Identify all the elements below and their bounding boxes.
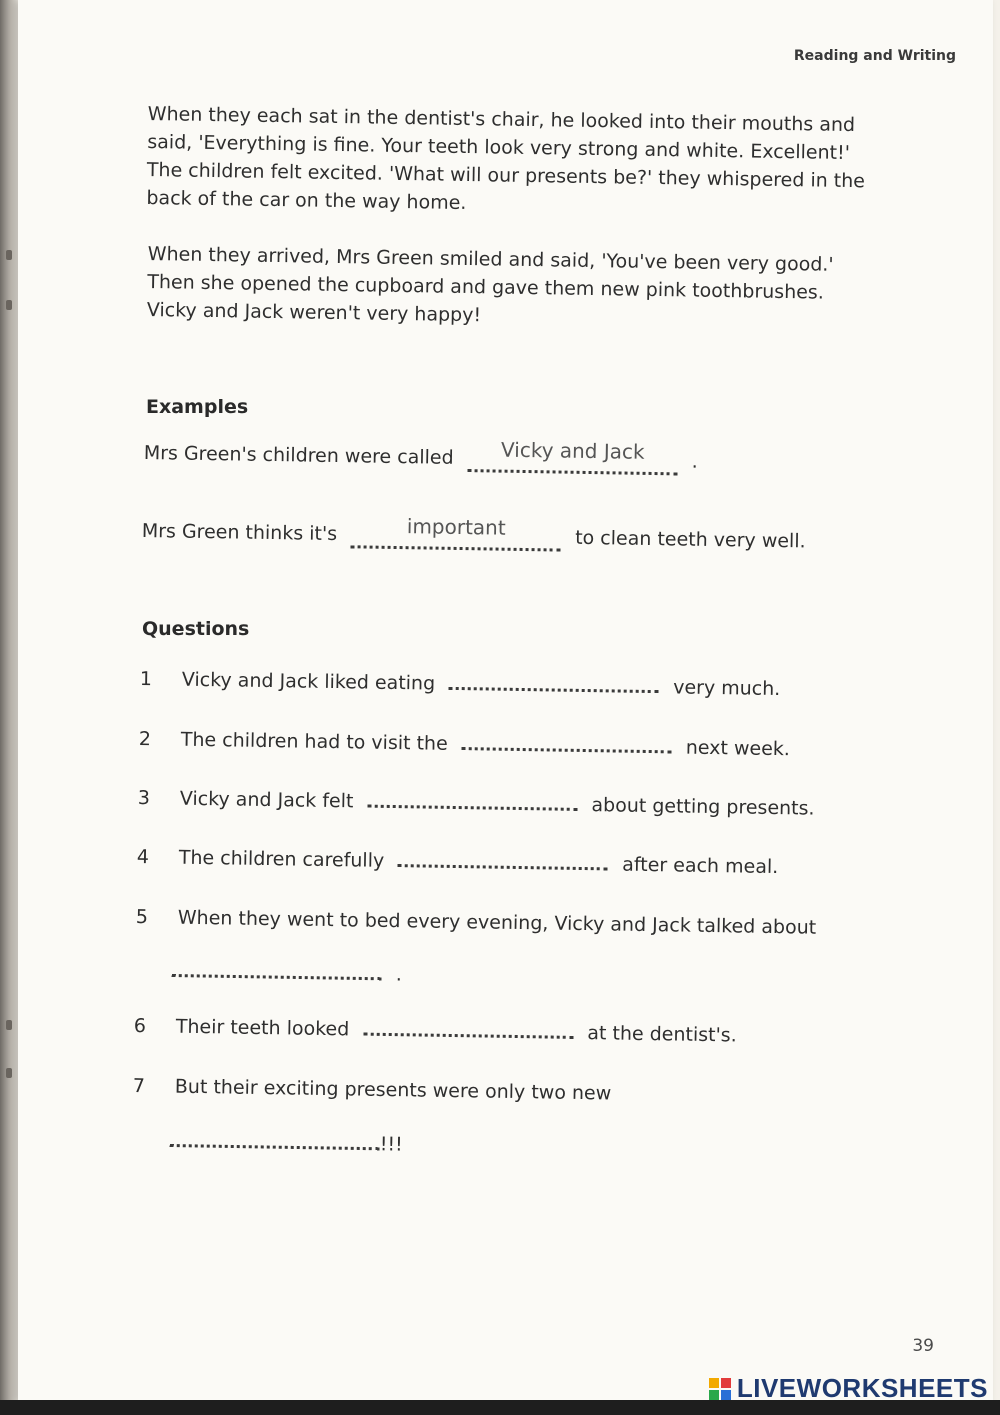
brand-name: LIVEWORKSHEETS <box>736 1373 988 1403</box>
story-paragraph-1: When they each sat in the dentist's chair, he looked into their mouths and said, 'Everything is fine. Your teeth look very strong and white. Excellent!' The children felt excited. 'What will our presents be?' they whispered in the back of the car on the way home. <box>146 102 866 215</box>
question-number: 7 <box>132 1075 146 1098</box>
margin-mark <box>6 250 12 260</box>
section-header: Reading and Writing <box>793 48 956 64</box>
question-text-after: very much. <box>673 676 781 701</box>
question-text-before: Vicky and Jack felt <box>179 787 354 813</box>
example-text-after: . <box>691 450 698 473</box>
question-text-before: Vicky and Jack liked eating <box>181 668 436 695</box>
examples-heading: Examples <box>146 396 249 418</box>
question-number: 4 <box>136 846 150 869</box>
margin-mark <box>6 1020 12 1030</box>
story-paragraph-2: When they arrived, Mrs Green smiled and said, 'You've been very good.' Then she opened the cupboard and gave them new pink toothbrushes. Vicky and Jack weren't very happy! <box>146 242 834 327</box>
example-answer-field <box>351 514 561 551</box>
question-number: 3 <box>137 787 151 810</box>
answer-blank-3[interactable] <box>367 791 577 811</box>
question-text-after: at the dentist's. <box>587 1022 737 1047</box>
question-number: 6 <box>133 1015 147 1038</box>
example-text-before: Mrs Green thinks it's <box>141 519 338 546</box>
question-text-before: The children carefully <box>178 846 385 872</box>
question-number: 2 <box>138 728 152 751</box>
question-text-after: after each meal. <box>622 853 779 879</box>
question-text-after: next week. <box>685 736 791 761</box>
example-text-before: Mrs Green's children were called <box>143 441 454 469</box>
questions-heading: Questions <box>142 618 250 640</box>
question-text-before: When they went to bed every evening, Vicky and Jack talked about <box>177 906 817 939</box>
answer-blank-6[interactable] <box>363 1019 573 1039</box>
example-text-after: to clean teeth very well. <box>574 526 806 553</box>
question-text-before: Their teeth looked <box>175 1015 350 1041</box>
margin-mark <box>6 300 12 310</box>
answer-blank-1[interactable] <box>449 673 659 693</box>
question-text-before: The children had to visit the <box>180 728 448 755</box>
book-spine-edge <box>0 0 18 1415</box>
logo-icon <box>709 1378 731 1400</box>
question-number: 5 <box>135 906 149 929</box>
question-number: 1 <box>139 668 153 691</box>
question-text-after: !!! <box>379 1133 403 1156</box>
question-5-continuation <box>172 960 402 986</box>
answer-blank-5[interactable] <box>172 960 382 980</box>
example-answer: important <box>406 514 506 540</box>
question-text-after: about getting presents. <box>591 794 815 820</box>
margin-mark <box>6 1068 12 1078</box>
example-answer: Vicky and Jack <box>500 437 645 464</box>
liveworksheets-logo <box>709 1373 988 1404</box>
question-text-before: But their exciting presents were only two new <box>174 1075 612 1105</box>
answer-blank-4[interactable] <box>398 850 608 870</box>
page-number: 39 <box>912 1336 934 1356</box>
answer-blank-2[interactable] <box>462 733 672 753</box>
question-7-continuation <box>170 1130 403 1156</box>
answer-blank-7[interactable] <box>170 1130 380 1150</box>
example-answer-field <box>467 437 677 475</box>
question-text-after: . <box>395 963 403 986</box>
